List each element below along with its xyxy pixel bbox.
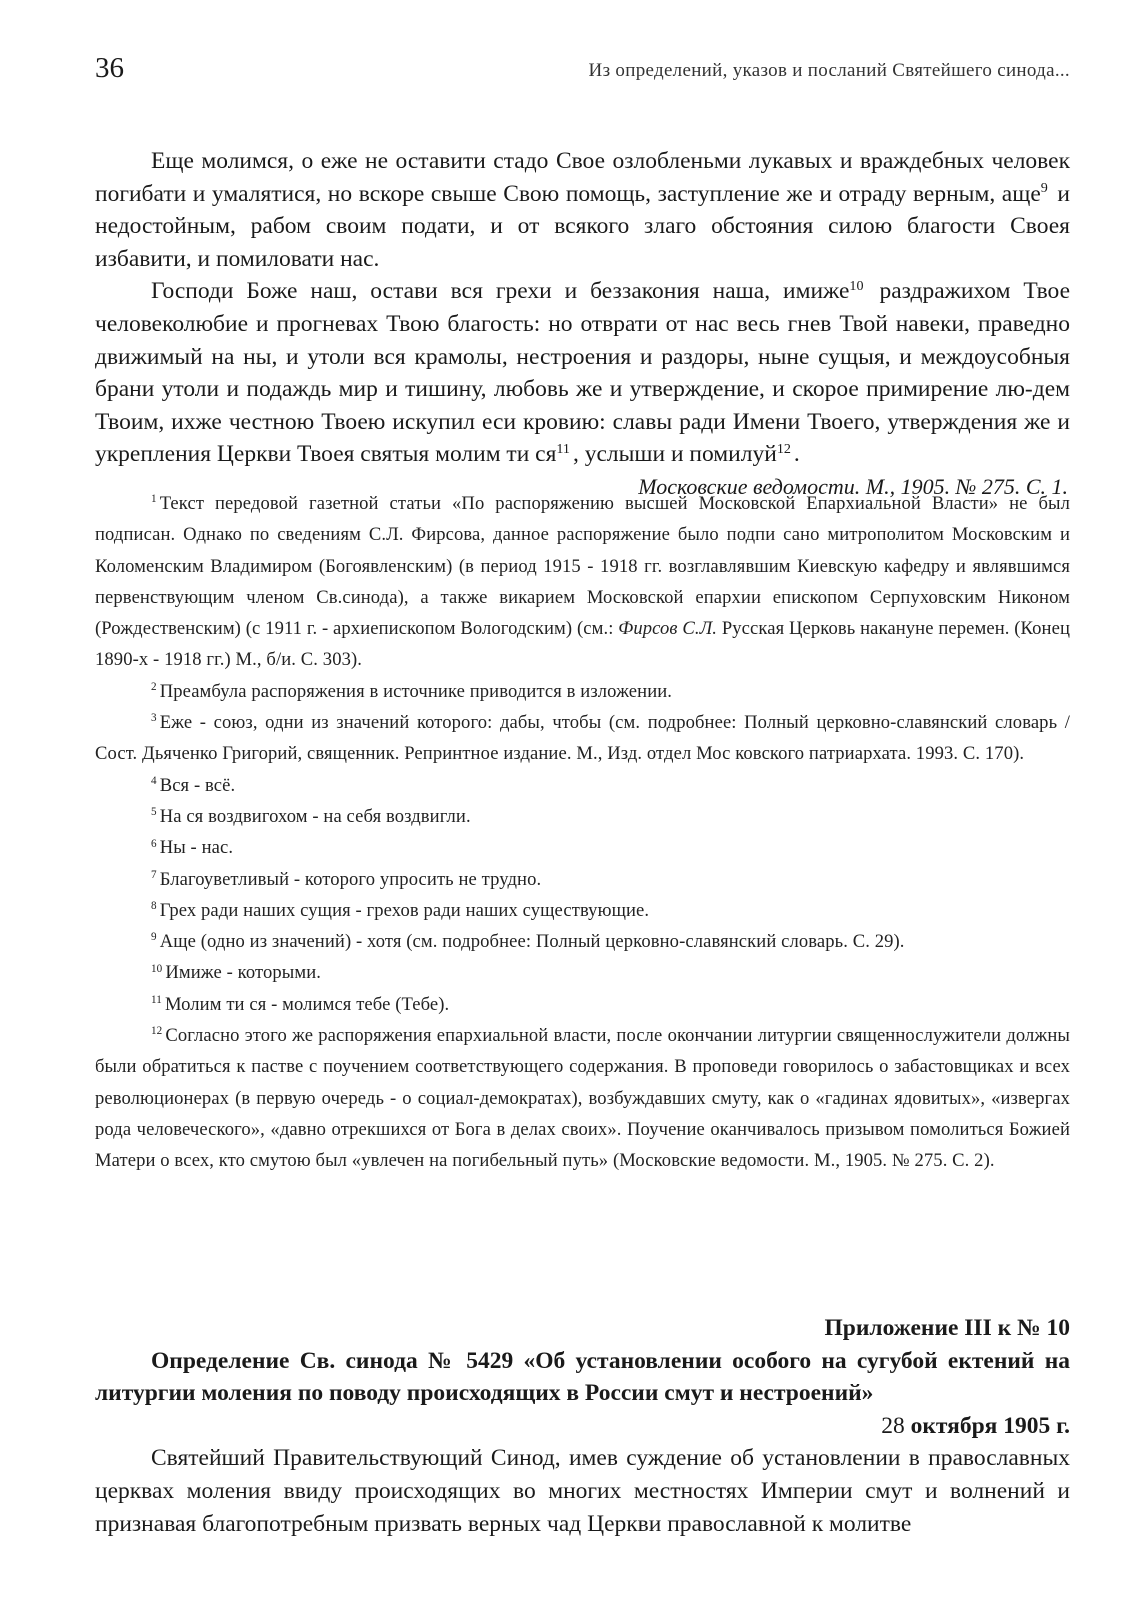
page-number: 36 — [95, 52, 124, 84]
footnote-ref-9: 9 — [1040, 180, 1048, 197]
appendix-label: Приложение III к № 10 — [824, 1315, 1070, 1341]
document-date: 28 октября 1905 г. — [881, 1412, 1070, 1439]
running-title: Из определений, указов и посланий Святейшего синода... — [588, 60, 1070, 81]
footnote-10: $^{10}$ Имиже - которыми. — [151, 962, 322, 984]
footnote-5: $^5$ На ся воздвигохом - на себя воздвигли. — [151, 805, 471, 827]
paragraph-1: Еще молимся, о еже не оставити стадо Свое озлобленьми лукавых и враждебных человек погибати и умалятися, но вскоре свыше Свою помощь, заступление же и отраду верным, аще$^9$ и недостойным, рабом своим подати, и от всякого злаго обстояния силою благости Своея избавити, и помиловати нас. — [95, 148, 1070, 272]
footnote-4: $^4$ Вся - всё. — [151, 774, 236, 796]
footnote-8: $^8$ Грех ради наших сущия - грехов ради наших существующие. — [151, 899, 650, 921]
main-text — [95, 145, 1070, 503]
document-title: Определение Св. синода № 5429 «Об установлении особого на сугубой ектений на литургии моления по поводу происходящих в России смут и нестроений» — [95, 1347, 1070, 1407]
footnote-11: $^{11}$ Молим ти ся - молимся тебе (Тебе). — [151, 993, 450, 1015]
document-body: Святейший Правительствующий Синод, имев суждение об установлении в православных церквах моления ввиду происходящих во многих местностях Империи смут и волнений и признавая благопотребным призвать верных чад Церкви православной к молитве — [95, 1445, 1070, 1537]
footnote-7: $^7$ Благоуветливый - которого упросить не трудно. — [151, 868, 542, 890]
footnote-3: $^3$ Еже - союз, одни из значений которого: дабы, чтобы (см. подробнее: Полный церковно-славянский словарь / Сост. Дьяченко Григорий, священник. Репринтное издание. М., Изд. отдел Мос ковского патриархата. 1993. С. 170). — [95, 712, 1070, 765]
footnote-6: $^6$ Ны - нас. — [151, 837, 234, 859]
footnote-ref-10: 10 — [849, 277, 864, 294]
footnote-ref-12: 12 — [776, 440, 791, 457]
footnote-1: $^1$ Текст передовой газетной статьи «По распоряжению высшей Московской Епархиальной Власти» не был подписан. Однако по сведениям С.Л. Фирсова, данное распоряжение было подпи сано митрополитом Московским и Коломенским Владимиром (Богоявленским) (в период 1915 - 1918 гг. возглавлявшим Киевскую кафедру и являвшимся первенствующим членом Св.синода), а также викарием Московской епархии епископом Серпуховским Никоном (Рождественским) (с 1911 г. - архиепископом Вологодским) (см.: Фирсов С.Л. Русская Церковь накануне перемен. (Конец 1890-х - 1918 гг.) М., б/и. С. 303). — [95, 493, 1070, 671]
source-citation: Московские ведомости. М., 1905. № 275. С. 1. — [638, 473, 1068, 499]
appendix-section — [95, 1312, 1070, 1540]
footnote-ref-11: 11 — [556, 440, 570, 457]
author-name: Фирсов С.Л. — [618, 618, 718, 640]
footnote-12: $^{12}$ Согласно этого же распоряжения епархиальной власти, после окончании литургии священнослужители должны были обратиться к пастве с поучением соответствующего содержания. В проповеди говорилось о забастовщиках и всех революционерах (в первую очередь - о социал-демократах), возбуждавших смуту, как о «гадинах ядовитых», «извергах рода человеческого», «давно отрекшихся от Бога в делах своих». Поучение оканчивалось призывом помолиться Божией Матери о всех, кто смутою был «увлечен на погибельный путь» (Московские ведомости. М., 1905. № 275. С. 2). — [95, 1025, 1070, 1172]
paragraph-2: Господи Боже наш, остави вся грехи и беззакония наша, имиже$^{10}$ раздражихом Твое человеколюбие и прогневах Твою благость: но отврати от нас весь гнев Твой навеки, праведно движимый на ны, и утоли вся крамолы, нестроения и раздоры, ныне сущыя, и междоусобныя брани утоли и подаждь мир и тишину, любовь же и утверждение, и скорое примирение лю-дем Твоим, ихже честною Твоею искупил еси кровию: славы ради Имени Твоего, утверждения же и укрепления Церкви Твоея святыя молим ти $ся^{11}$ , услыши и помилуй$^{12}$ . — [95, 277, 1070, 468]
page-header — [95, 52, 1070, 92]
footnote-2: $^2$ Преамбула распоряжения в источнике приводится в изложении. — [151, 680, 673, 702]
footnotes — [95, 488, 1070, 1177]
footnote-9: $^9$ Аще (одно из значений) - хотя (см. подробнее: Полный церковно-славянский словарь. С. 29). — [151, 931, 905, 953]
